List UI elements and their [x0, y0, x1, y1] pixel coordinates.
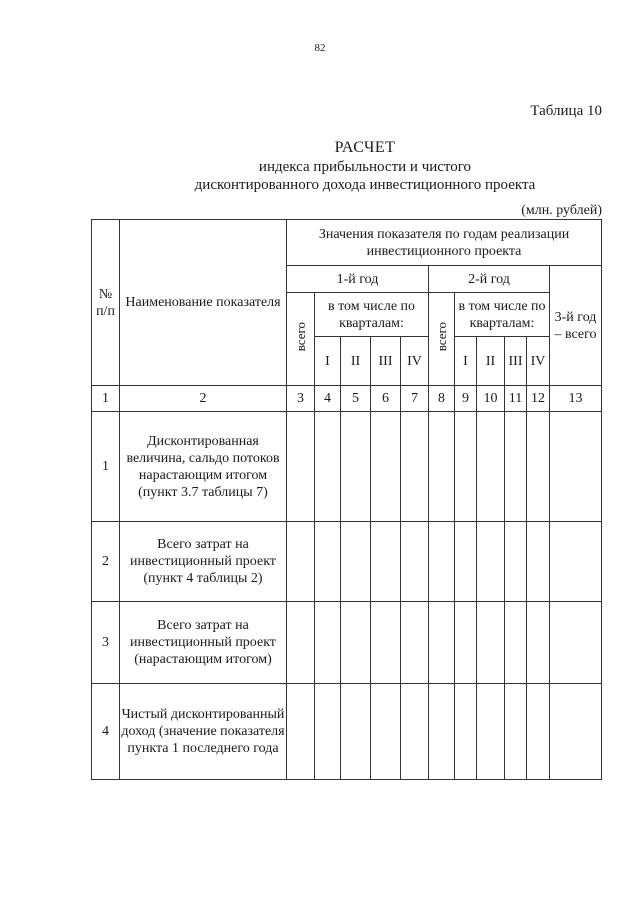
value-cell: [505, 684, 527, 780]
value-cell: [455, 602, 477, 684]
value-cell: [371, 522, 401, 602]
table-row: [92, 602, 602, 684]
value-cell: [371, 412, 401, 522]
header-year1-q2: II: [341, 337, 371, 386]
value-cell: [477, 412, 505, 522]
header-year-3: 3-й год – всего: [550, 266, 602, 386]
header-year2-quarters: в том числе по кварталам:: [455, 293, 550, 337]
value-cell: [550, 602, 602, 684]
row-number: 4: [92, 684, 120, 780]
value-cell: [287, 602, 315, 684]
value-cell: [527, 412, 550, 522]
value-cell: [527, 602, 550, 684]
table-row: [92, 412, 602, 522]
value-cell: [477, 602, 505, 684]
value-cell: [287, 522, 315, 602]
document-subtitle-line-2: дисконтированного дохода инвестиционного проекта: [194, 177, 536, 193]
value-cell: [315, 412, 341, 522]
row-name: Чистый дисконтированный доход (значение показателя пункта 1 последнего года: [120, 684, 287, 780]
value-cell: [287, 412, 315, 522]
value-cell: [429, 412, 455, 522]
value-cell: [527, 684, 550, 780]
header-year1-total: [287, 293, 315, 386]
value-cell: [371, 602, 401, 684]
value-cell: [429, 602, 455, 684]
calculation-table: [91, 219, 602, 780]
column-number: 4: [315, 386, 341, 412]
header-year-1: 1-й год: [287, 266, 429, 293]
value-cell: [287, 684, 315, 780]
header-year1-q3: III: [371, 337, 401, 386]
column-numbers-row: [92, 386, 602, 412]
header-year2-q3: III: [505, 337, 527, 386]
header-year2-q1: I: [455, 337, 477, 386]
value-cell: [505, 522, 527, 602]
table-label: Таблица 10: [530, 103, 602, 119]
value-cell: [477, 684, 505, 780]
column-number: 3: [287, 386, 315, 412]
header-year1-total-label: всего: [293, 321, 308, 352]
value-cell: [477, 522, 505, 602]
value-cell: [429, 522, 455, 602]
value-cell: [550, 412, 602, 522]
column-number: 9: [455, 386, 477, 412]
column-number: 10: [477, 386, 505, 412]
row-number: 1: [92, 412, 120, 522]
value-cell: [429, 684, 455, 780]
value-cell: [505, 602, 527, 684]
document-subtitle-line-1: индекса прибыльности и чистого: [258, 159, 472, 175]
row-name: Всего затрат на инвестиционный проект (пункт 4 таблицы 2): [120, 522, 287, 602]
value-cell: [341, 522, 371, 602]
title-block: [100, 138, 630, 194]
header-year-2: 2-й год: [429, 266, 550, 293]
row-name: Всего затрат на инвестиционный проект (нарастающим итогом): [120, 602, 287, 684]
column-number: 7: [401, 386, 429, 412]
header-year1-q1: I: [315, 337, 341, 386]
column-number: 8: [429, 386, 455, 412]
header-year1-quarters: в том числе по кварталам:: [315, 293, 429, 337]
header-col-num: № п/п: [92, 220, 120, 386]
value-cell: [315, 522, 341, 602]
header-year1-q4: IV: [401, 337, 429, 386]
header-year2-q2: II: [477, 337, 505, 386]
value-cell: [505, 412, 527, 522]
page-number: 82: [314, 42, 326, 54]
value-cell: [341, 684, 371, 780]
value-cell: [341, 412, 371, 522]
column-number: 13: [550, 386, 602, 412]
header-year2-total-label: всего: [434, 321, 449, 352]
row-number: 3: [92, 602, 120, 684]
units-label: (млн. рублей): [521, 203, 602, 218]
column-number: 5: [341, 386, 371, 412]
value-cell: [371, 684, 401, 780]
value-cell: [401, 522, 429, 602]
value-cell: [550, 684, 602, 780]
column-number: 12: [527, 386, 550, 412]
column-number: 11: [505, 386, 527, 412]
value-cell: [341, 602, 371, 684]
value-cell: [401, 412, 429, 522]
table-row: [92, 522, 602, 602]
value-cell: [401, 602, 429, 684]
column-number: 2: [120, 386, 287, 412]
row-number: 2: [92, 522, 120, 602]
value-cell: [315, 602, 341, 684]
value-cell: [527, 522, 550, 602]
value-cell: [550, 522, 602, 602]
table-row: [92, 684, 602, 780]
value-cell: [455, 522, 477, 602]
value-cell: [315, 684, 341, 780]
column-number: 1: [92, 386, 120, 412]
document-title: РАСЧЕТ: [334, 139, 396, 156]
header-col-name: Наименование показателя: [120, 220, 287, 386]
header-year2-total: [429, 293, 455, 386]
header-year2-q4: IV: [527, 337, 550, 386]
value-cell: [455, 412, 477, 522]
value-cell: [401, 684, 429, 780]
header-values-group: Значения показателя по годам реализации инвестиционного проекта: [287, 220, 602, 266]
column-number: 6: [371, 386, 401, 412]
row-name: Дисконтированная величина, сальдо потоков нарастающим итогом (пункт 3.7 таблицы 7): [120, 412, 287, 522]
value-cell: [455, 684, 477, 780]
